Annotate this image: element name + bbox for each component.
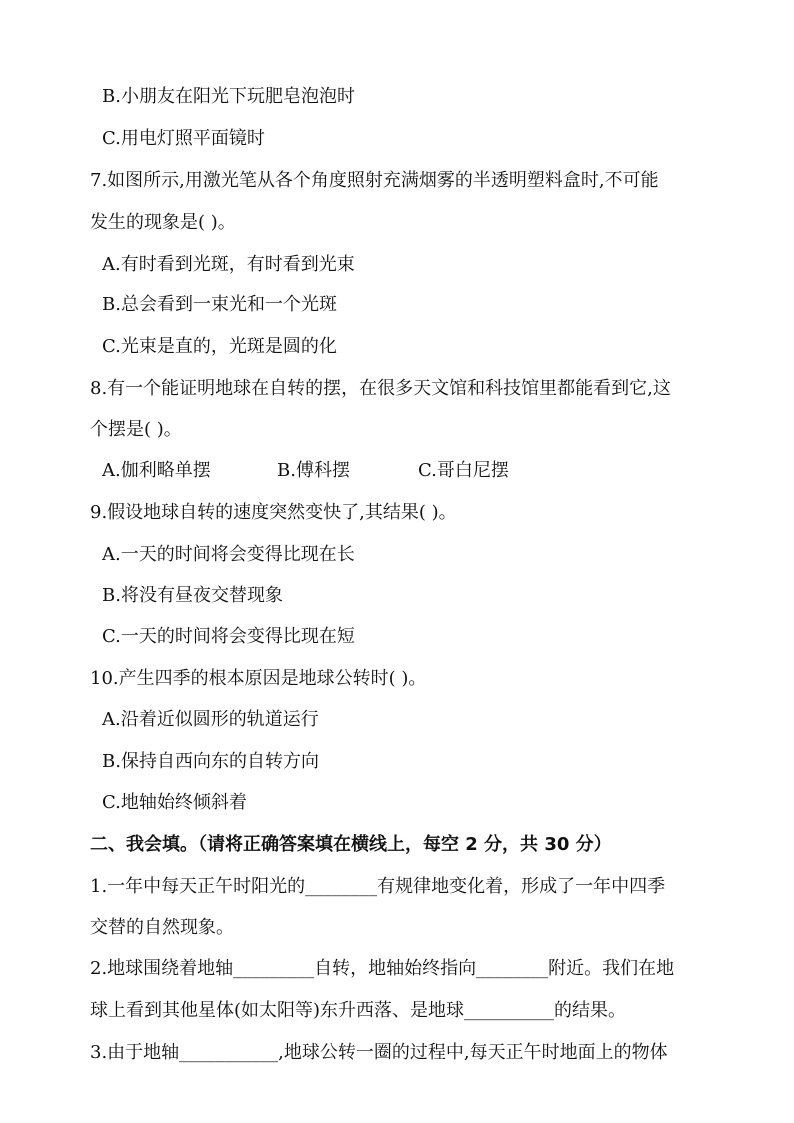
fill-2-line2: 球上看到其他星体(如太阳等)东升西落、是地球__________的结果。 xyxy=(90,1000,627,1021)
q7-option-a: A.有时看到光斑，有时看到光束 xyxy=(102,254,355,275)
q7-stem-line2: 发生的现象是( )。 xyxy=(90,212,236,233)
q8-option-c: C.哥白尼摆 xyxy=(418,460,509,481)
q9-option-c: C.一天的时间将会变得比现在短 xyxy=(102,626,355,647)
q7-option-c: C.光束是直的，光斑是圆的化 xyxy=(102,336,337,357)
q6-option-c: C.用电灯照平面镜时 xyxy=(102,128,265,149)
q9-stem: 9.假设地球自转的速度突然变快了,其结果( )。 xyxy=(90,502,457,523)
fill-3-line1: 3.由于地轴___________,地球公转一圈的过程中,每天正午时地面上的物体 xyxy=(90,1042,668,1063)
q6-option-b: B.小朋友在阳光下玩肥皂泡泡时 xyxy=(102,86,355,107)
q9-option-b: B.将没有昼夜交替现象 xyxy=(102,585,283,606)
q8-option-a: A.伽利略单摆 xyxy=(102,460,211,481)
q8-stem-line1: 8.有一个能证明地球在自转的摆，在很多天文馆和科技馆里都能看到它,这 xyxy=(90,378,671,399)
q10-option-b: B.保持自西向东的自转方向 xyxy=(102,751,319,772)
section-2-heading: 二、我会填。（请将正确答案填在横线上，每空 2 分，共 30 分） xyxy=(90,834,612,855)
q10-option-c: C.地轴始终倾斜着 xyxy=(102,792,247,813)
fill-1-line1: 1.一年中每天正午时阳光的________有规律地变化着，形成了一年中四季 xyxy=(90,876,666,897)
q8-option-b: B.傅科摆 xyxy=(277,460,350,481)
q8-stem-line2: 个摆是( )。 xyxy=(90,419,182,440)
q9-option-a: A.一天的时间将会变得比现在长 xyxy=(102,544,355,565)
q7-option-b: B.总会看到一束光和一个光斑 xyxy=(102,294,337,315)
q7-stem-line1: 7.如图所示,用激光笔从各个角度照射充满烟雾的半透明塑料盒时,不可能 xyxy=(90,170,659,191)
q10-stem: 10.产生四季的根本原因是地球公转时( )。 xyxy=(90,668,427,689)
fill-2-line1: 2.地球围绕着地轴_________自转，地轴始终指向________附近。我们在地 xyxy=(90,958,675,979)
fill-1-line2: 交替的自然现象。 xyxy=(90,917,234,938)
q10-option-a: A.沿着近似圆形的轨道运行 xyxy=(102,709,319,730)
